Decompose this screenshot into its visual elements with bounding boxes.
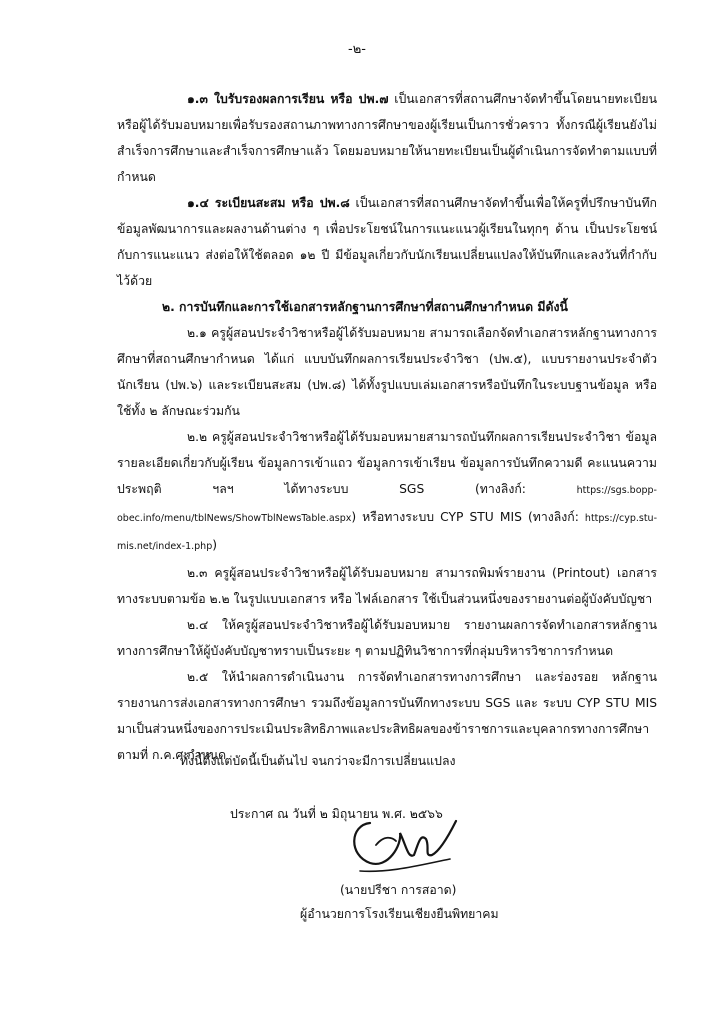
document-body xyxy=(117,86,657,768)
paragraph-2-3: ๒.๓ ครูผู้สอนประจำวิชาหรือผู้ได้รับมอบหมาย สามารถพิมพ์รายงาน (Printout) เอกสารทางระบบตามข้อ ๒.๒ ในรูปแบบเอกสาร หรือ ไฟล์เอกสาร ใช้เป็นส่วนหนึ่งของรายงานต่อผู้บังคับบัญชา xyxy=(117,566,657,606)
sgs-link[interactable]: https://sgs.bopp-obec.info/menu/tblNews/ShowTblNewsTable.aspx xyxy=(117,485,657,524)
paragraph-1-3-lead: ๑.๓ ใบรับรองผลการเรียน หรือ ปพ.๗ xyxy=(187,92,389,106)
signer-position: ผู้อำนวยการโรงเรียนเชียงยืนพิทยาคม xyxy=(300,907,499,921)
signer-name: (นายปรีชา การสอาด) xyxy=(340,883,457,897)
signature xyxy=(340,815,460,889)
paragraph-1-4 xyxy=(117,190,657,294)
page-number: -๒- xyxy=(348,42,366,57)
closing-statement: ทั้งนี้ตั้งแต่บัดนี้เป็นต้นไป จนกว่าจะมีการเปลี่ยนแปลง xyxy=(180,754,456,768)
paragraph-2-2-mid: ) หรือทางระบบ CYP STU MIS (ทางลิงก์: xyxy=(351,510,585,524)
paragraph-1-4-text: เป็นเอกสารที่สถานศึกษาจัดทำขึ้นเพื่อให้ครูที่ปรึกษาบันทึกข้อมูลพัฒนาการและผลงานด้านต่าง ๆ เพื่อประโยชน์ในการแนะแนวผู้เรียนในทุกๆ ด้าน เป็นประโยชน์กับการแนะแนว ส่งต่อให้ใช้ตลอด ๑๒ ปี มีข้อมูลเกี่ยวกับนักเรียนเปลี่ยนแปลงให้บันทึกและลงวันที่กำกับไว้ด้วย xyxy=(117,196,657,288)
paragraph-2-5: ๒.๕ ให้นำผลการดำเนินงาน การจัดทำเอกสารทางการศึกษา และร่องรอย หลักฐานรายงานการส่งเอกสารทางการศึกษา รวมถึงข้อมูลการบันทึกทางระบบ SGS และ ระบบ CYP STU MIS มาเป็นส่วนหนึ่งของการประเมินประสิทธิภาพและประสิทธิผลของข้าราชการและบุคลากรทางการศึกษาตามที่ ก.ค.ศ.กำหนด xyxy=(117,670,657,762)
paragraph-2-2-end: ) xyxy=(212,538,218,552)
announcement-date: ประกาศ ณ วันที่ ๒ มิถุนายน พ.ศ. ๒๕๖๖ xyxy=(230,807,443,821)
cyp-link[interactable]: https://cyp.stu-mis.net/index-1.php xyxy=(117,513,657,552)
paragraph-1-4-lead: ๑.๔ ระเบียนสะสม หรือ ปพ.๘ xyxy=(187,196,350,210)
paragraph-1-3 xyxy=(117,86,657,190)
paragraph-2-2-text: ๒.๒ ครูผู้สอนประจำวิชาหรือผู้ได้รับมอบหมายสามารถบันทึกผลการเรียนประจำวิชา ข้อมูลรายละเอียดเกี่ยวกับผู้เรียน ข้อมูลการเข้าแถว ข้อมูลการเข้าเรียน ข้อมูลการบันทึกความดี คะแนนความประพฤติ ฯลฯ ได้ทางระบบ SGS (ทางลิงก์: xyxy=(117,430,657,496)
paragraph-2-2 xyxy=(117,424,657,560)
section-2-heading: ๒. การบันทึกและการใช้เอกสารหลักฐานการศึกษาที่สถานศึกษากำหนด มีดังนี้ xyxy=(162,300,568,314)
paragraph-2-1: ๒.๑ ครูผู้สอนประจำวิชาหรือผู้ได้รับมอบหมาย สามารถเลือกจัดทำเอกสารหลักฐานทางการศึกษาที่สถานศึกษากำหนด ได้แก่ แบบบันทึกผลการเรียนประจำวิชา (ปพ.๕), แบบรายงานประจำตัวนักเรียน (ปพ.๖) และระเบียนสะสม (ปพ.๘) ได้ทั้งรูปแบบเล่มเอกสารหรือบันทึกในระบบฐานข้อมูล หรือใช้ทั้ง ๒ ลักษณะร่วมกัน xyxy=(117,326,657,418)
paragraph-1-3-text: เป็นเอกสารที่สถานศึกษาจัดทำขึ้นโดยนายทะเบียน หรือผู้ได้รับมอบหมายเพื่อรับรองสถานภาพทางการศึกษาของผู้เรียนเป็นการชั่วคราว ทั้งกรณีผู้เรียนยังไม่สำเร็จการศึกษาและสำเร็จการศึกษาแล้ว โดยมอบหมายให้นายทะเบียนเป็นผู้ดำเนินการจัดทำตามแบบที่กำหนด xyxy=(117,92,657,184)
paragraph-2-4: ๒.๔ ให้ครูผู้สอนประจำวิชาหรือผู้ได้รับมอบหมาย รายงานผลการจัดทำเอกสารหลักฐานทางการศึกษาให้ผู้บังคับบัญชาทราบเป็นระยะ ๆ ตามปฏิทินวิชาการที่กลุ่มบริหารวิชาการกำหนด xyxy=(117,618,657,658)
signature-mark xyxy=(340,815,460,885)
